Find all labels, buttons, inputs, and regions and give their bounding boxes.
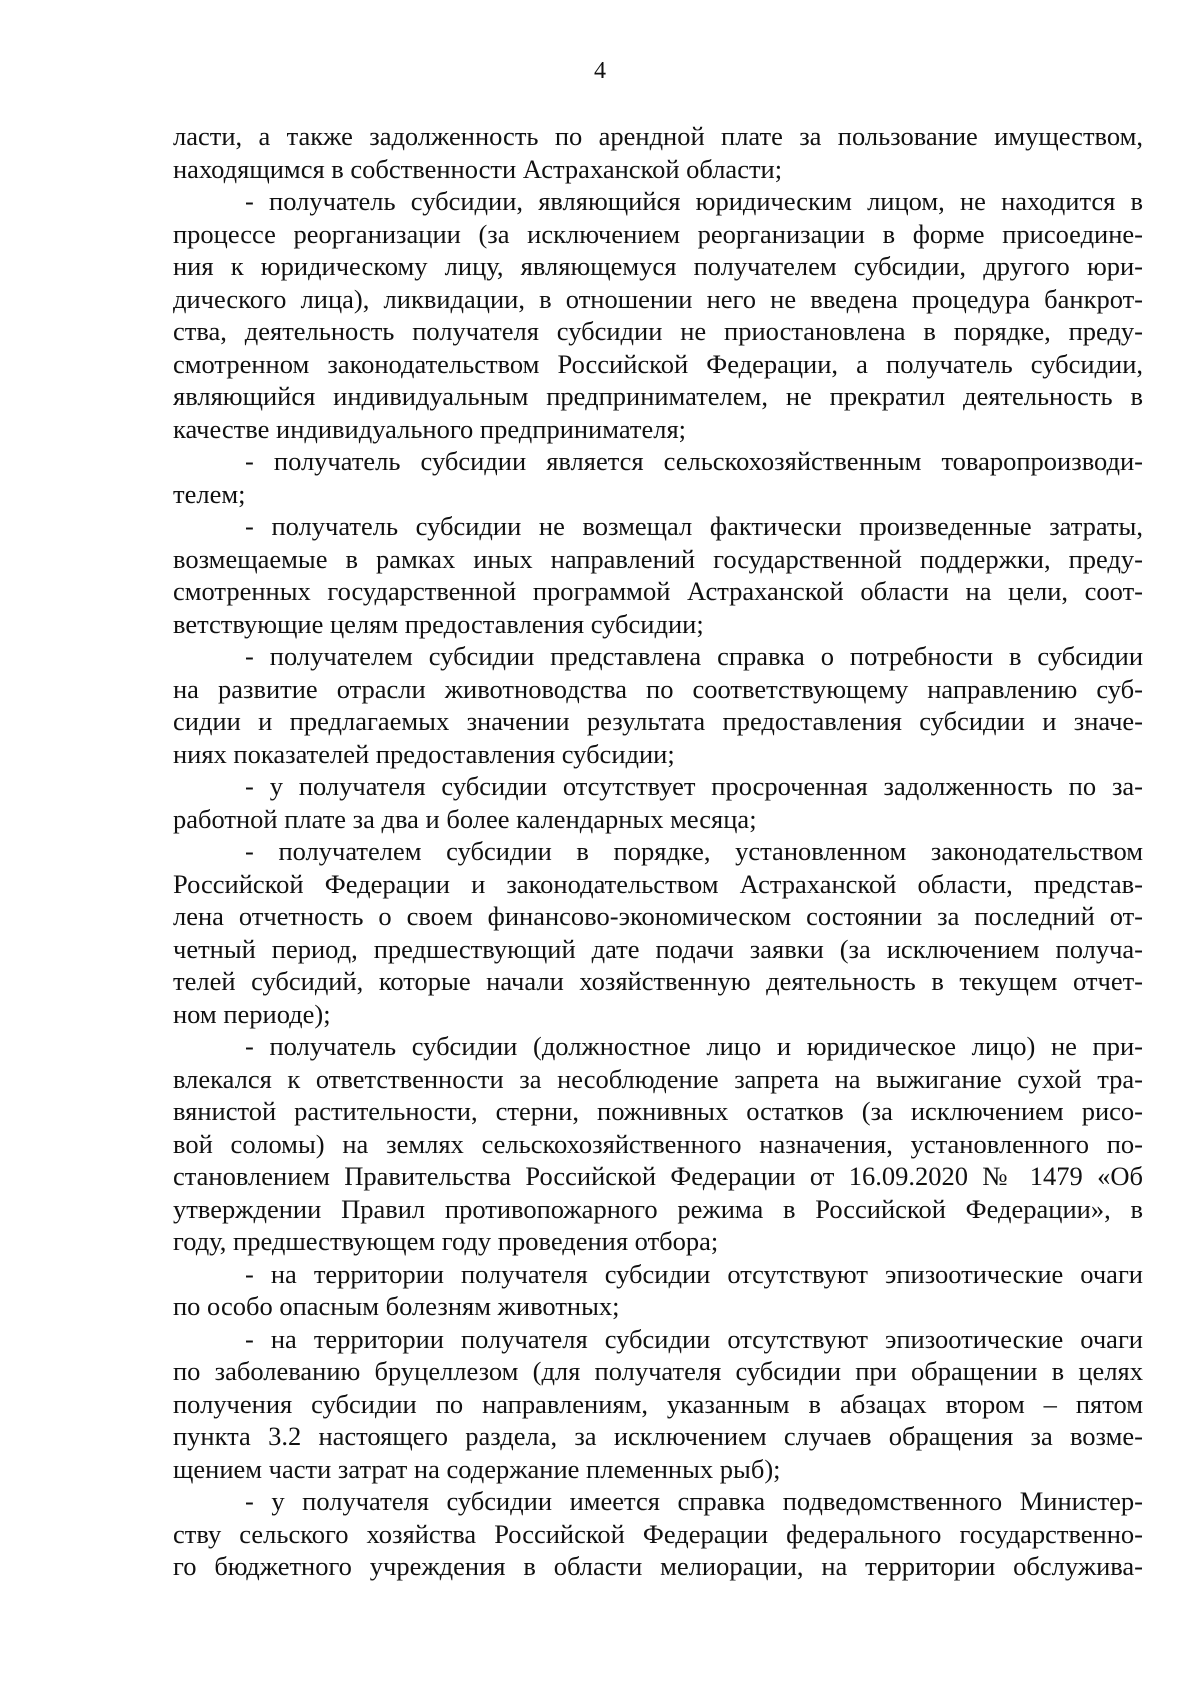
text-line: ства, деятельность получателя субсидии не приостановлена в порядке, преду- [173,316,1143,346]
text-line: ния к юридическому лицу, являющемуся получателем субсидии, другого юри- [173,251,1143,281]
text-line: влекался к ответственности за несоблюдение запрета на выжигание сухой тра- [173,1063,1143,1094]
text-line: являющийся индивидуальным предпринимателем, не прекратил деятельность в [173,381,1143,411]
text-line: ству сельского хозяйства Российской Федерации федерального государственно- [173,1518,1143,1549]
text-line: го бюджетного учреждения в области мелиорации, на территории обслужива- [173,1551,1143,1581]
text-line: по заболеванию бруцеллезом (для получателя субсидии при обращении в целях [173,1356,1143,1386]
text-line: пункта 3.2 настоящего раздела, за исключением случаев обращения за возме- [173,1421,1143,1451]
text-line: - получатель субсидии (должностное лицо и юридическое лицо) не при- [245,1031,1143,1061]
text-line: - получатель субсидии является сельскохозяйственным товаропроизводи- [245,446,1143,476]
text-line: - на территории получателя субсидии отсутствуют эпизоотические очаги [245,1323,1143,1354]
text-line: - получатель субсидии не возмещал фактически произведенные затраты, [245,511,1143,541]
text-line: ласти, а также задолженность по арендной плате за пользование имуществом, [173,121,1143,151]
text-line: возмещаемые в рамках иных направлений государственной поддержки, преду- [173,543,1143,574]
text-line: щением части затрат на содержание племенных рыб); [173,1453,781,1484]
text-line: Российской Федерации и законодательством Астраханской области, представ- [173,868,1143,899]
text-line: утверждении Правил противопожарного режима в Российской Федерации», в [173,1193,1143,1224]
text-line: по особо опасным болезням животных; [173,1291,620,1321]
text-line: - на территории получателя субсидии отсутствуют эпизоотические очаги [245,1258,1143,1289]
text-line: - получателем субсидии представлена справка о потребности в субсидии [245,641,1143,671]
text-line: смотренных государственной программой Астраханской области на цели, соот- [173,576,1143,606]
text-line: - у получателя субсидии отсутствует просроченная задолженность по за- [245,771,1143,801]
text-line: процессе реорганизации (за исключением реорганизации в форме присоедине- [173,218,1143,249]
text-line: качестве индивидуального предпринимателя; [173,413,687,444]
text-line: телей субсидий, которые начали хозяйственную деятельность в текущем отчет- [173,966,1143,996]
text-line: дического лица), ликвидации, в отношении него не введена процедура банкрот- [173,283,1143,314]
text-line: - получателем субсидии в порядке, установленном законодательством [245,836,1143,866]
text-line: вянистой растительности, стерни, пожнивных остатков (за исключением рисо- [173,1096,1143,1126]
text-line: на развитие отрасли животноводства по соответствующему направлению суб- [173,673,1143,704]
text-line: телем; [173,478,246,509]
text-line: работной плате за два и более календарных месяца; [173,803,757,834]
text-line: лена отчетность о своем финансово-экономическом состоянии за последний от- [173,901,1143,931]
text-line: находящимся в собственности Астраханской области; [173,153,783,184]
text-line: году, предшествующем году проведения отбора; [173,1226,719,1256]
text-line: ветствующие целям предоставления субсидии; [173,608,704,639]
text-line: сидии и предлагаемых значении результата предоставления субсидии и значе- [173,706,1143,736]
text-line: четный период, предшествующий дате подачи заявки (за исключением получа- [173,933,1143,964]
text-line: смотренном законодательством Российской Федерации, а получатель субсидии, [173,348,1143,379]
text-line: становлением Правительства Российской Федерации от 16.09.2020 № 1479 «Об [173,1161,1143,1191]
text-line: ниях показателей предоставления субсидии; [173,738,675,769]
text-line: вой соломы) на землях сельскохозяйственного назначения, установленного по- [173,1128,1143,1159]
page-number: 4 [594,58,606,84]
text-line: получения субсидии по направлениям, указанным в абзацах втором – пятом [173,1388,1143,1419]
text-line: - у получателя субсидии имеется справка подведомственного Министер- [245,1486,1143,1516]
text-line: - получатель субсидии, являющийся юридическим лицом, не находится в [245,186,1143,216]
text-line: ном периоде); [173,998,331,1029]
document-body [173,120,1143,1583]
